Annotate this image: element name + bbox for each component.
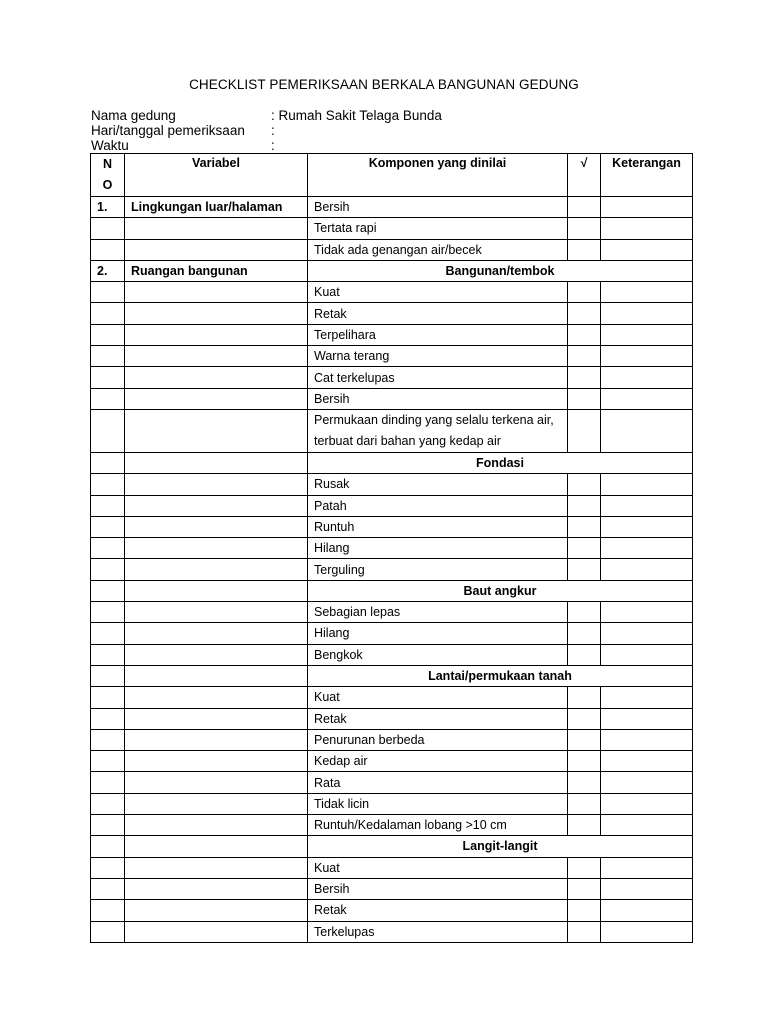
cell-no	[91, 687, 125, 708]
cell-variabel	[125, 239, 308, 260]
cell-variabel	[125, 729, 308, 750]
cell-variabel	[125, 367, 308, 388]
meta-value-time: :	[271, 138, 275, 153]
cell-variabel	[125, 793, 308, 814]
cell-variabel	[125, 900, 308, 921]
cell-komponen: Hilang	[308, 623, 568, 644]
cell-komponen: Tidak ada genangan air/becek	[308, 239, 568, 260]
cell-no	[91, 516, 125, 537]
table-row	[91, 538, 693, 559]
table-row	[91, 559, 693, 580]
cell-komponen: Bersih	[308, 388, 568, 409]
cell-keterangan[interactable]	[601, 644, 693, 665]
cell-keterangan[interactable]	[601, 751, 693, 772]
meta-value-date: :	[271, 123, 275, 138]
header-keterangan: Keterangan	[601, 154, 693, 197]
header-no-text: N O	[102, 157, 113, 192]
cell-keterangan[interactable]	[601, 239, 693, 260]
cell-variabel	[125, 602, 308, 623]
cell-komponen: Retak	[308, 303, 568, 324]
cell-check[interactable]	[568, 218, 601, 239]
cell-komponen: Tertata rapi	[308, 218, 568, 239]
cell-variabel	[125, 644, 308, 665]
table-body	[91, 197, 693, 943]
cell-variabel	[125, 409, 308, 452]
cell-keterangan[interactable]	[601, 218, 693, 239]
cell-check[interactable]	[568, 708, 601, 729]
cell-section-heading: Langit-langit	[308, 836, 693, 857]
cell-variabel	[125, 687, 308, 708]
cell-komponen: Retak	[308, 708, 568, 729]
cell-variabel	[125, 580, 308, 601]
cell-keterangan[interactable]	[601, 303, 693, 324]
cell-check[interactable]	[568, 474, 601, 495]
cell-check[interactable]	[568, 303, 601, 324]
table-row	[91, 324, 693, 345]
cell-komponen: Kuat	[308, 282, 568, 303]
table-row	[91, 687, 693, 708]
cell-no	[91, 602, 125, 623]
table-row	[91, 239, 693, 260]
cell-komponen: Penurunan berbeda	[308, 729, 568, 750]
cell-no	[91, 644, 125, 665]
table-row	[91, 452, 693, 473]
cell-keterangan[interactable]	[601, 900, 693, 921]
table-row	[91, 793, 693, 814]
cell-keterangan[interactable]	[601, 197, 693, 218]
cell-check[interactable]	[568, 729, 601, 750]
cell-check[interactable]	[568, 602, 601, 623]
cell-check[interactable]	[568, 346, 601, 367]
cell-check[interactable]	[568, 516, 601, 537]
cell-variabel	[125, 836, 308, 857]
table-row	[91, 815, 693, 836]
table-row	[91, 836, 693, 857]
cell-section-heading: Baut angkur	[308, 580, 693, 601]
table-row	[91, 474, 693, 495]
cell-komponen: Retak	[308, 900, 568, 921]
cell-keterangan[interactable]	[601, 602, 693, 623]
cell-no: 1.	[91, 197, 125, 218]
cell-variabel	[125, 474, 308, 495]
meta-value-building: : Rumah Sakit Telaga Bunda	[271, 108, 442, 123]
cell-variabel	[125, 857, 308, 878]
table-row	[91, 346, 693, 367]
cell-check[interactable]	[568, 623, 601, 644]
cell-check[interactable]	[568, 559, 601, 580]
table-row	[91, 218, 693, 239]
table-row	[91, 878, 693, 899]
cell-variabel	[125, 665, 308, 686]
cell-komponen: Permukaan dinding yang selalu terkena air, terbuat dari bahan yang kedap air	[308, 409, 568, 452]
cell-check[interactable]	[568, 388, 601, 409]
cell-variabel	[125, 324, 308, 345]
table-row	[91, 516, 693, 537]
cell-no	[91, 239, 125, 260]
cell-keterangan[interactable]	[601, 772, 693, 793]
cell-no	[91, 921, 125, 942]
table-row	[91, 857, 693, 878]
meta-row-time	[91, 138, 442, 153]
cell-no	[91, 772, 125, 793]
table-row	[91, 921, 693, 942]
cell-keterangan[interactable]	[601, 409, 693, 452]
cell-variabel	[125, 921, 308, 942]
table-row	[91, 708, 693, 729]
cell-check[interactable]	[568, 538, 601, 559]
cell-check[interactable]	[568, 857, 601, 878]
cell-no	[91, 474, 125, 495]
cell-no	[91, 708, 125, 729]
header-variabel: Variabel	[125, 154, 308, 197]
table-row	[91, 367, 693, 388]
cell-check[interactable]	[568, 282, 601, 303]
cell-variabel	[125, 623, 308, 644]
cell-keterangan[interactable]	[601, 815, 693, 836]
cell-no	[91, 665, 125, 686]
header-no	[91, 154, 125, 197]
cell-komponen: Patah	[308, 495, 568, 516]
cell-variabel	[125, 303, 308, 324]
cell-check[interactable]	[568, 793, 601, 814]
cell-check[interactable]	[568, 495, 601, 516]
table-row	[91, 388, 693, 409]
table-row	[91, 751, 693, 772]
cell-check[interactable]	[568, 751, 601, 772]
table-row	[91, 303, 693, 324]
meta-label-time: Waktu	[91, 138, 129, 153]
cell-check[interactable]	[568, 772, 601, 793]
meta-row-building	[91, 108, 442, 123]
document-title: CHECKLIST PEMERIKSAAN BERKALA BANGUNAN GEDUNG	[189, 77, 579, 92]
cell-no	[91, 218, 125, 239]
cell-variabel: Ruangan bangunan	[125, 260, 308, 281]
cell-no	[91, 559, 125, 580]
cell-section-heading: Bangunan/tembok	[308, 260, 693, 281]
cell-keterangan[interactable]	[601, 367, 693, 388]
cell-no	[91, 367, 125, 388]
cell-keterangan[interactable]	[601, 538, 693, 559]
cell-no	[91, 495, 125, 516]
cell-variabel	[125, 538, 308, 559]
cell-check[interactable]	[568, 921, 601, 942]
cell-komponen: Bersih	[308, 197, 568, 218]
cell-komponen: Warna terang	[308, 346, 568, 367]
table-row	[91, 772, 693, 793]
cell-komponen: Kuat	[308, 687, 568, 708]
cell-keterangan[interactable]	[601, 516, 693, 537]
cell-variabel	[125, 878, 308, 899]
table-row	[91, 580, 693, 601]
cell-keterangan[interactable]	[601, 878, 693, 899]
cell-no	[91, 538, 125, 559]
cell-no	[91, 324, 125, 345]
cell-keterangan[interactable]	[601, 921, 693, 942]
table-row	[91, 665, 693, 686]
cell-komponen: Rusak	[308, 474, 568, 495]
cell-variabel: Lingkungan luar/halaman	[125, 197, 308, 218]
cell-check[interactable]	[568, 367, 601, 388]
cell-no	[91, 857, 125, 878]
cell-keterangan[interactable]	[601, 474, 693, 495]
cell-section-heading: Fondasi	[308, 452, 693, 473]
cell-check[interactable]	[568, 239, 601, 260]
table-row	[91, 260, 693, 281]
cell-variabel	[125, 751, 308, 772]
cell-komponen: Terpelihara	[308, 324, 568, 345]
table-row	[91, 409, 693, 452]
table-row	[91, 729, 693, 750]
header-komponen: Komponen yang dinilai	[308, 154, 568, 197]
cell-keterangan[interactable]	[601, 857, 693, 878]
meta-row-date	[91, 123, 442, 138]
table-row	[91, 495, 693, 516]
cell-keterangan[interactable]	[601, 687, 693, 708]
cell-komponen: Terguling	[308, 559, 568, 580]
header-check: √	[568, 154, 601, 197]
table-header-row	[91, 154, 693, 197]
cell-no	[91, 729, 125, 750]
cell-no	[91, 346, 125, 367]
cell-no	[91, 878, 125, 899]
cell-keterangan[interactable]	[601, 708, 693, 729]
cell-check[interactable]	[568, 687, 601, 708]
cell-variabel	[125, 452, 308, 473]
cell-komponen: Bengkok	[308, 644, 568, 665]
cell-variabel	[125, 815, 308, 836]
cell-komponen: Sebagian lepas	[308, 602, 568, 623]
cell-komponen: Terkelupas	[308, 921, 568, 942]
cell-check[interactable]	[568, 324, 601, 345]
cell-no	[91, 751, 125, 772]
table-row	[91, 900, 693, 921]
cell-check[interactable]	[568, 197, 601, 218]
document-meta	[91, 108, 442, 153]
cell-no: 2.	[91, 260, 125, 281]
cell-komponen: Rata	[308, 772, 568, 793]
cell-komponen: Bersih	[308, 878, 568, 899]
cell-keterangan[interactable]	[601, 729, 693, 750]
meta-label-date: Hari/tanggal pemeriksaan	[91, 123, 245, 138]
cell-komponen: Runtuh	[308, 516, 568, 537]
cell-variabel	[125, 772, 308, 793]
cell-variabel	[125, 218, 308, 239]
cell-variabel	[125, 495, 308, 516]
cell-komponen: Tidak licin	[308, 793, 568, 814]
cell-no	[91, 409, 125, 452]
cell-check[interactable]	[568, 900, 601, 921]
cell-variabel	[125, 282, 308, 303]
cell-variabel	[125, 346, 308, 367]
cell-komponen: Kedap air	[308, 751, 568, 772]
cell-komponen: Kuat	[308, 857, 568, 878]
table-row	[91, 644, 693, 665]
checklist-table	[90, 153, 693, 943]
cell-no	[91, 282, 125, 303]
cell-komponen: Cat terkelupas	[308, 367, 568, 388]
cell-no	[91, 900, 125, 921]
cell-check[interactable]	[568, 815, 601, 836]
cell-no	[91, 815, 125, 836]
cell-no	[91, 452, 125, 473]
cell-keterangan[interactable]	[601, 495, 693, 516]
cell-check[interactable]	[568, 644, 601, 665]
cell-variabel	[125, 516, 308, 537]
cell-no	[91, 580, 125, 601]
cell-variabel	[125, 708, 308, 729]
cell-variabel	[125, 388, 308, 409]
cell-keterangan[interactable]	[601, 388, 693, 409]
cell-komponen: Runtuh/Kedalaman lobang >10 cm	[308, 815, 568, 836]
cell-no	[91, 623, 125, 644]
cell-section-heading: Lantai/permukaan tanah	[308, 665, 693, 686]
meta-label-building: Nama gedung	[91, 108, 176, 123]
cell-keterangan[interactable]	[601, 793, 693, 814]
cell-no	[91, 303, 125, 324]
cell-no	[91, 793, 125, 814]
table-row	[91, 602, 693, 623]
cell-keterangan[interactable]	[601, 623, 693, 644]
cell-keterangan[interactable]	[601, 346, 693, 367]
cell-check[interactable]	[568, 409, 601, 452]
cell-variabel	[125, 559, 308, 580]
cell-keterangan[interactable]	[601, 559, 693, 580]
cell-no	[91, 836, 125, 857]
cell-no	[91, 388, 125, 409]
cell-keterangan[interactable]	[601, 282, 693, 303]
cell-check[interactable]	[568, 878, 601, 899]
cell-keterangan[interactable]	[601, 324, 693, 345]
table-row	[91, 197, 693, 218]
table-row	[91, 282, 693, 303]
cell-komponen: Hilang	[308, 538, 568, 559]
table-row	[91, 623, 693, 644]
